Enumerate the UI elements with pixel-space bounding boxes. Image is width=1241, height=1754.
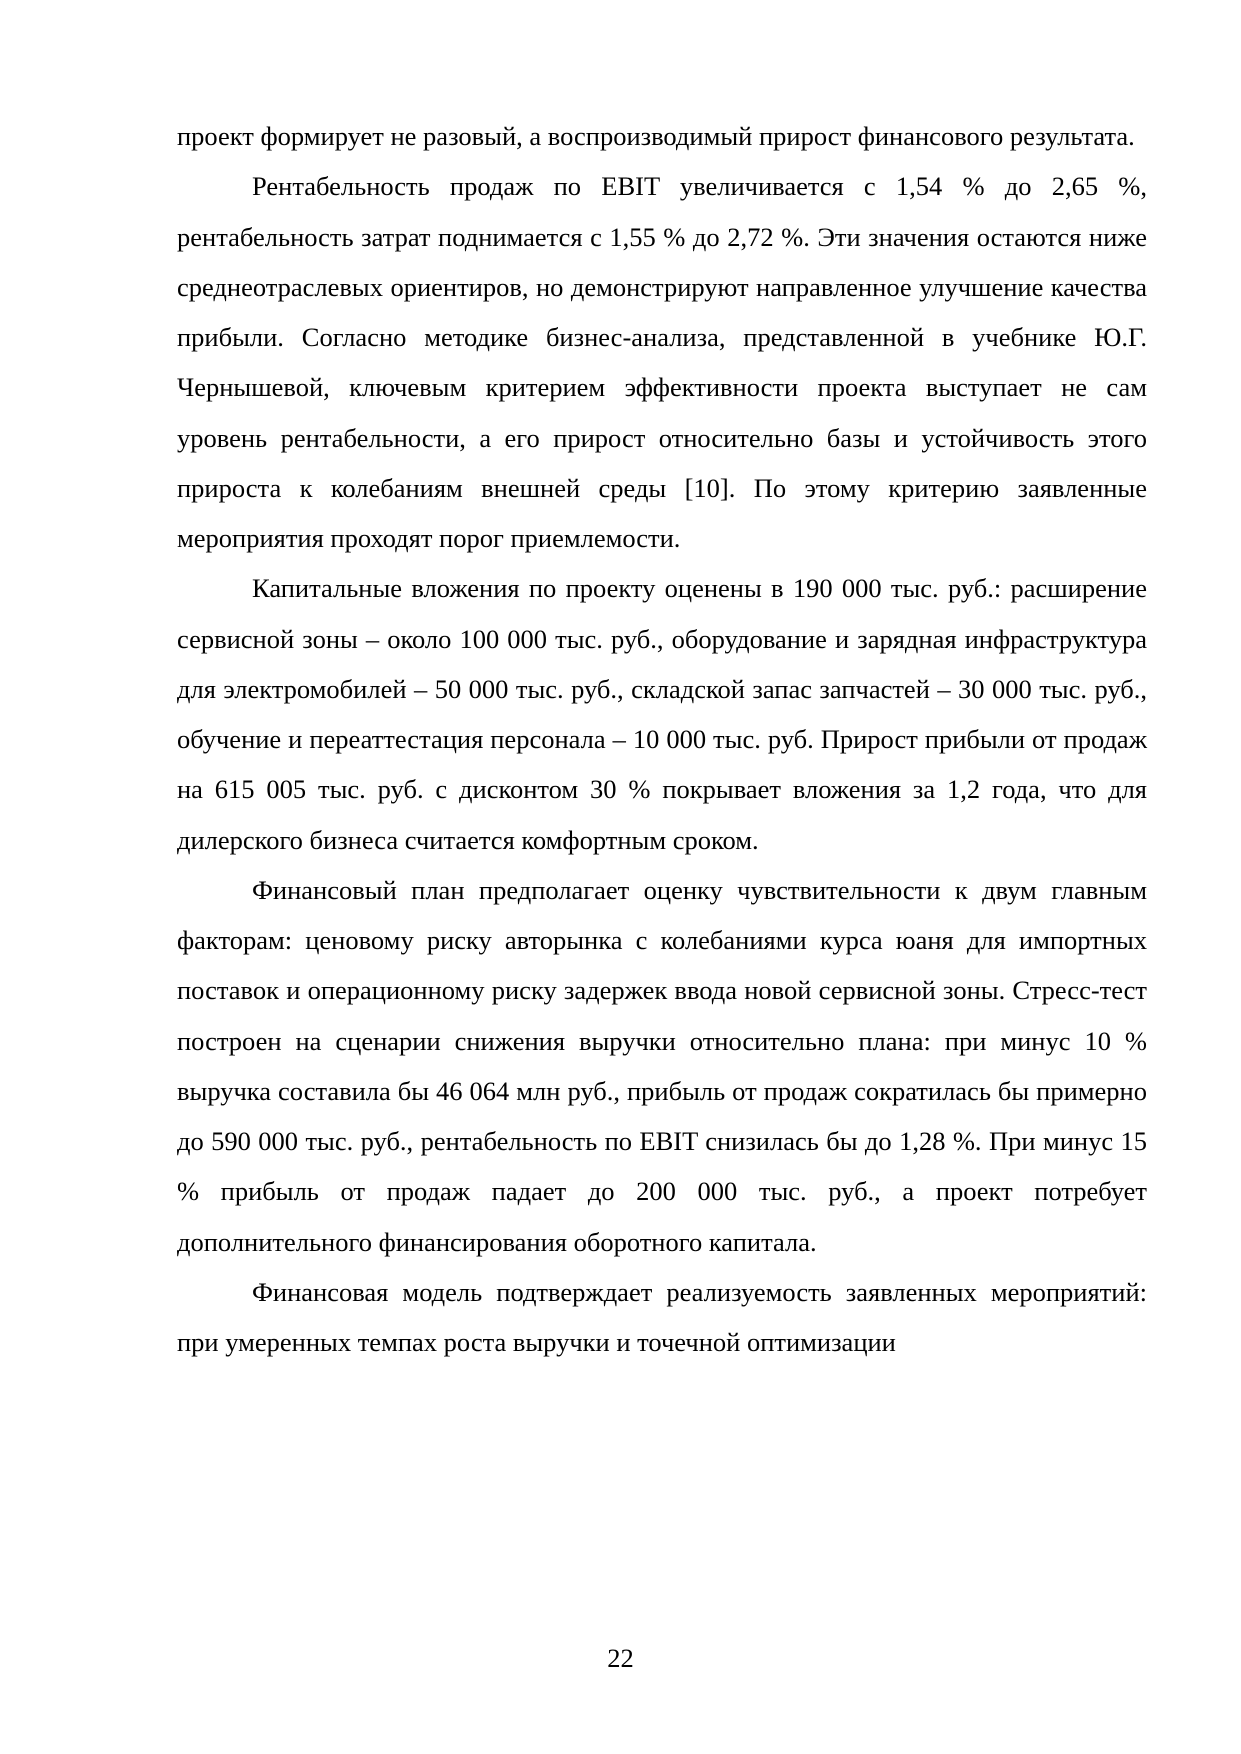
- paragraph-sensitivity-analysis: Финансовый план предполагает оценку чувствительности к двум главным факторам: ценовому риску авторынка с колебаниями курса юаня для импортных поставок и операционному риску задержек ввода новой сервисной зоны. Стресс-тест построен на сценарии снижения выручки относительно плана: при минус 10 % выручка составила бы 46 064 млн руб., прибыль от продаж сократилась бы примерно до 590 000 тыс. руб., рентабельность по EBIT снизилась бы до 1,28 %. При минус 15 % прибыль от продаж падает до 200 000 тыс. руб., а проект потребует дополнительного финансирования оборотного капитала.: [177, 874, 1147, 1257]
- page-number: 22: [607, 1643, 634, 1673]
- paragraph-financial-model: Финансовая модель подтверждает реализуемость заявленных мероприятий: при умеренных темпах роста выручки и точечной оптимизации: [177, 1276, 1147, 1357]
- paragraph-continuation: проект формирует не разовый, а воспроизводимый прирост финансового результата.: [177, 121, 1135, 151]
- paragraph-capital-investment: Капитальные вложения по проекту оценены в 190 000 тыс. руб.: расширение сервисной зоны – около 100 000 тыс. руб., оборудование и зарядная инфраструктура для электромобилей – 50 000 тыс. руб., складской запас запчастей – 30 000 тыс. руб., обучение и переаттестация персонала – 10 000 тыс. руб. Прирост прибыли от продаж на 615 005 тыс. руб. с дисконтом 30 % покрывает вложения за 1,2 года, что для дилерского бизнеса считается комфортным сроком.: [177, 573, 1147, 855]
- body-text: [177, 111, 1147, 1367]
- paragraph-ebit-profitability: Рентабельность продаж по EBIT увеличивается с 1,54 % до 2,65 %, рентабельность затрат поднимается с 1,55 % до 2,72 %. Эти значения остаются ниже среднеотраслевых ориентиров, но демонстрируют направленное улучшение качества прибыли. Согласно методике бизнес-анализа, представленной в учебнике Ю.Г. Чернышевой, ключевым критерием эффективности проекта выступает не сам уровень рентабельности, а его прирост относительно базы и устойчивость этого прироста к колебаниям внешней среды [10]. По этому критерию заявленные мероприятия проходят порог приемлемости.: [177, 171, 1147, 553]
